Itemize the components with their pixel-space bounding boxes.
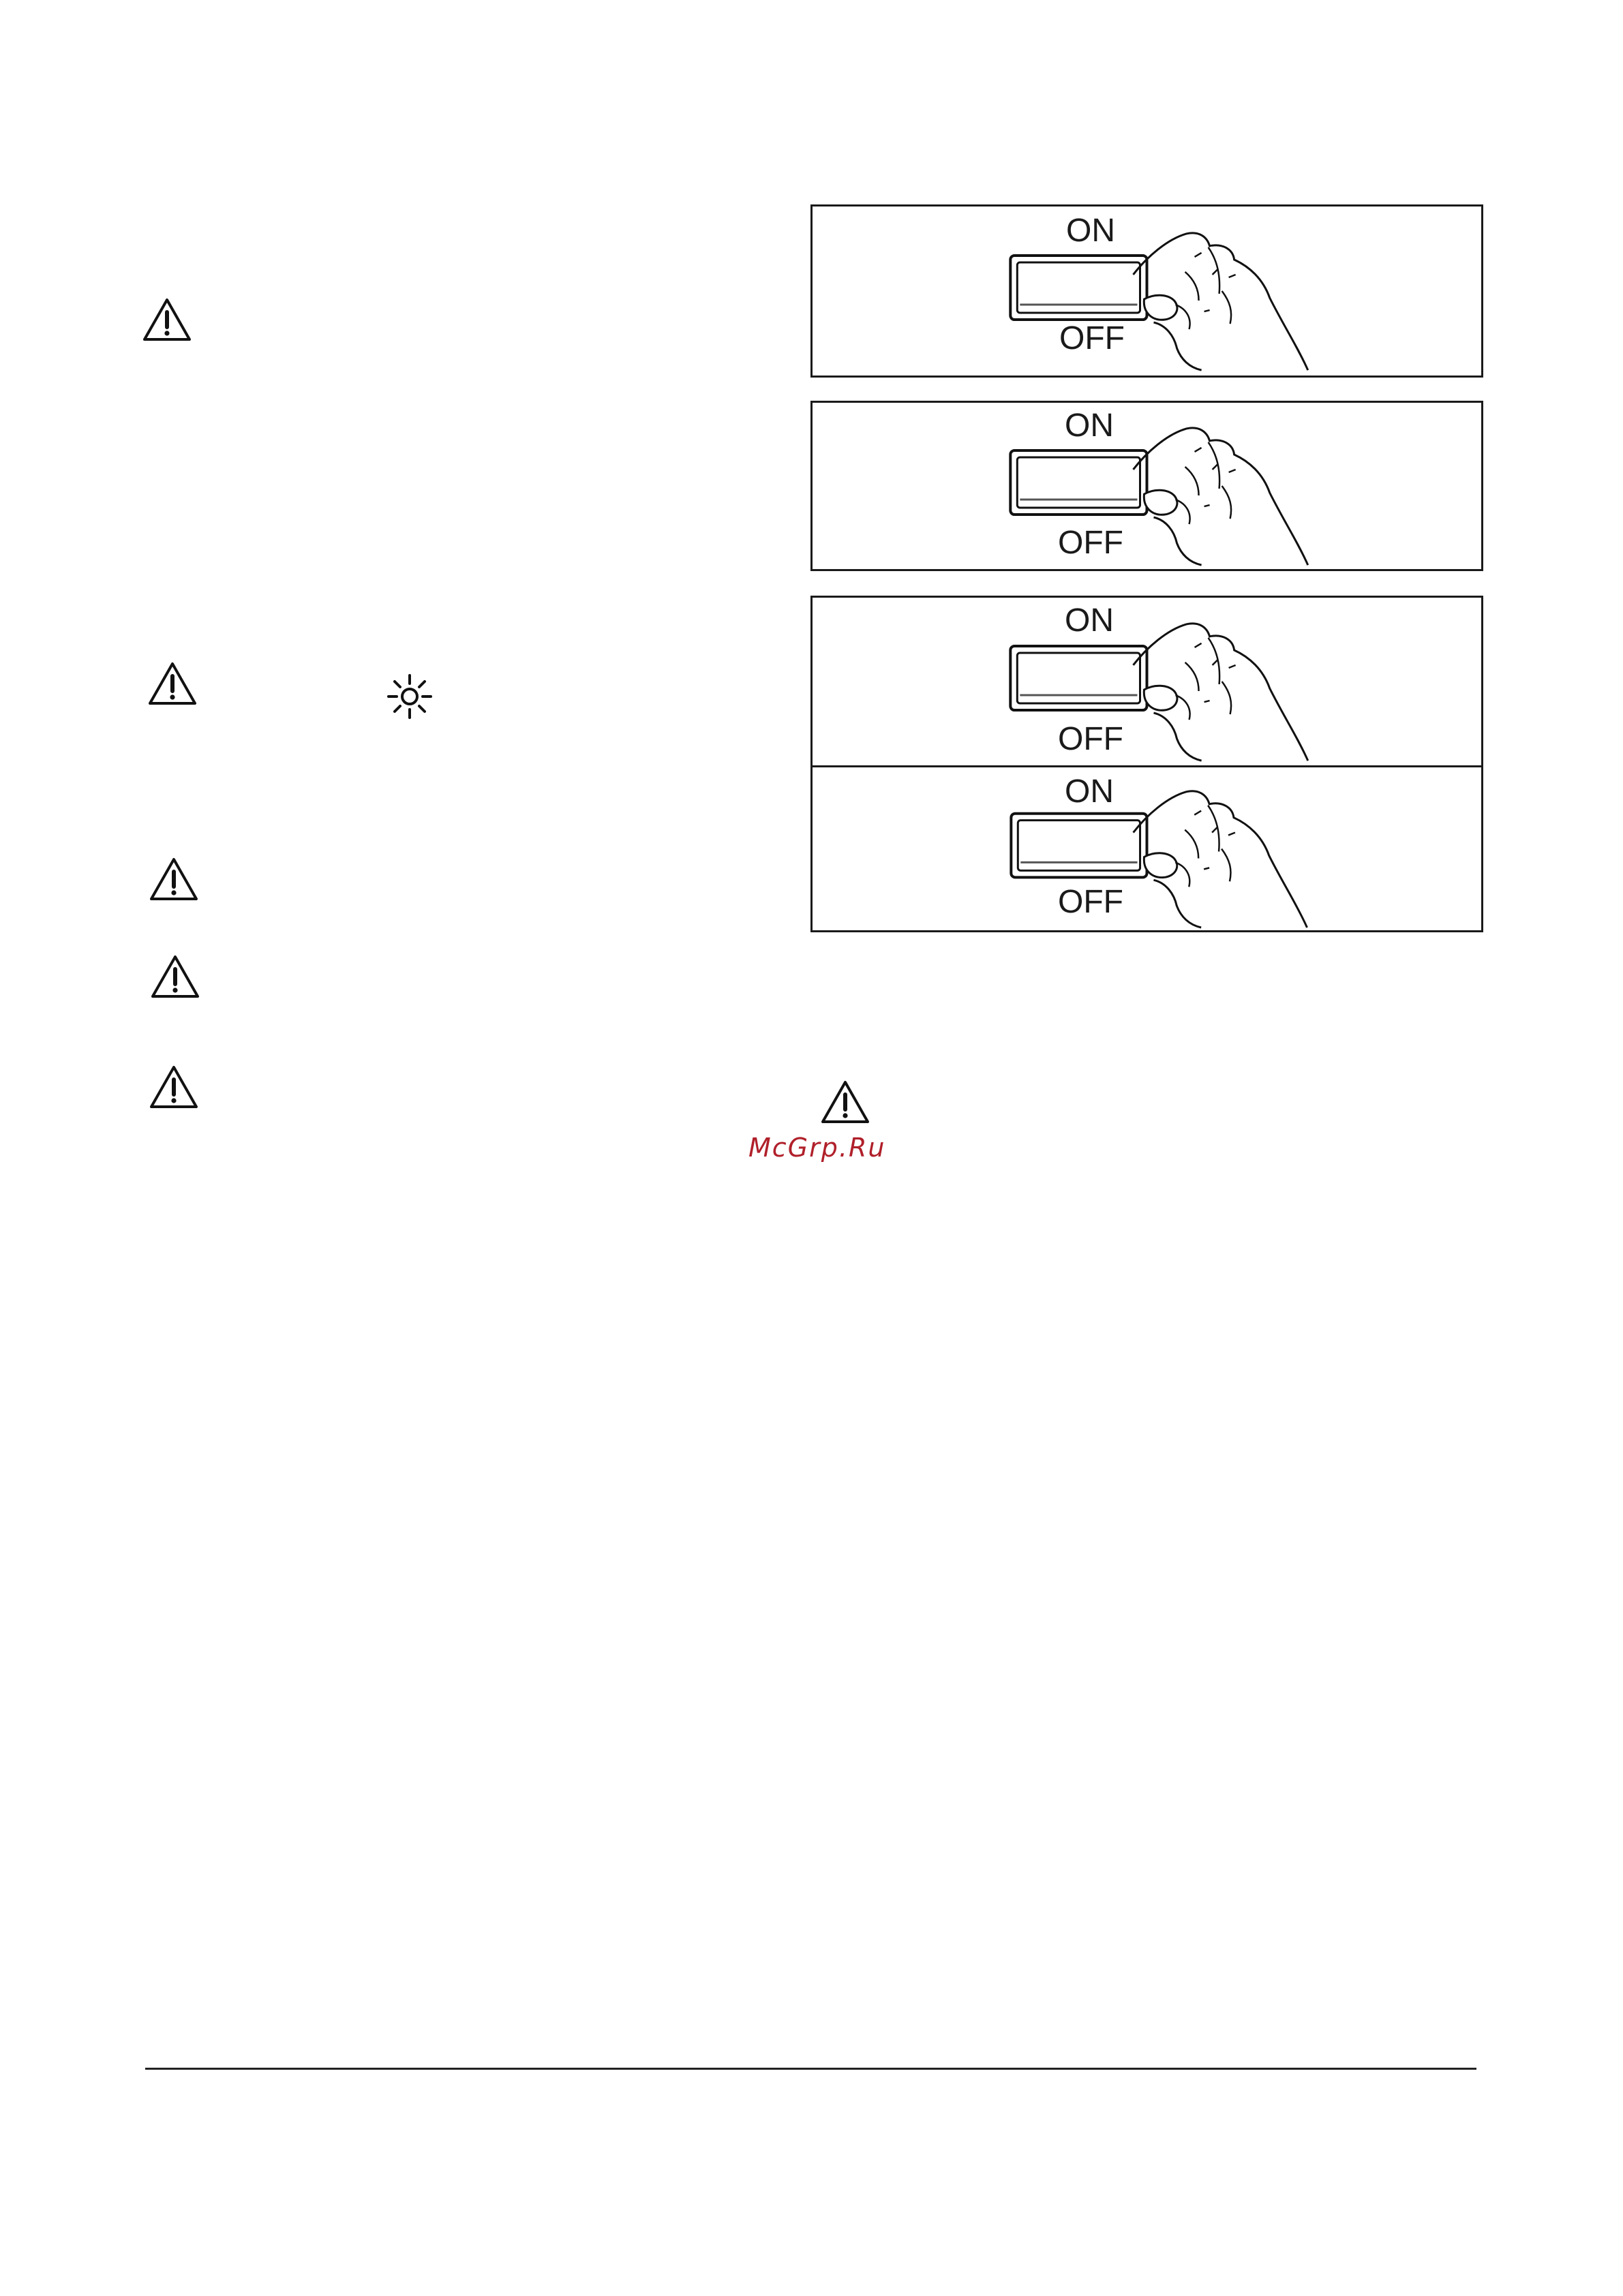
on-label: ON xyxy=(1065,602,1114,639)
warning-triangle-icon xyxy=(149,1065,199,1109)
switch-hand-illustration xyxy=(813,767,1481,930)
off-label: OFF xyxy=(1058,721,1123,757)
on-label: ON xyxy=(1065,408,1114,444)
off-label: OFF xyxy=(1058,884,1123,920)
off-label: OFF xyxy=(1058,525,1123,561)
on-label: ON xyxy=(1066,213,1115,249)
warning-triangle-icon xyxy=(142,297,192,342)
switch-panel-4 xyxy=(813,767,1481,930)
switch-panel-1 xyxy=(810,204,1483,378)
warning-triangle-icon xyxy=(147,661,198,706)
switch-hand-illustration xyxy=(813,598,1481,765)
sun-icon xyxy=(386,673,434,720)
watermark: McGrp.Ru xyxy=(748,1133,886,1163)
switch-panel-2 xyxy=(810,401,1483,571)
switch-hand-illustration xyxy=(813,206,1481,376)
footer-rule xyxy=(145,2068,1476,2070)
switch-panel-3 xyxy=(813,598,1481,765)
warning-triangle-icon xyxy=(149,857,199,902)
warning-triangle-icon xyxy=(150,954,200,999)
off-label: OFF xyxy=(1059,320,1125,356)
switch-panel-group xyxy=(810,596,1483,932)
warning-triangle-icon xyxy=(820,1080,870,1124)
on-label: ON xyxy=(1065,774,1114,810)
switch-hand-illustration xyxy=(813,403,1481,569)
